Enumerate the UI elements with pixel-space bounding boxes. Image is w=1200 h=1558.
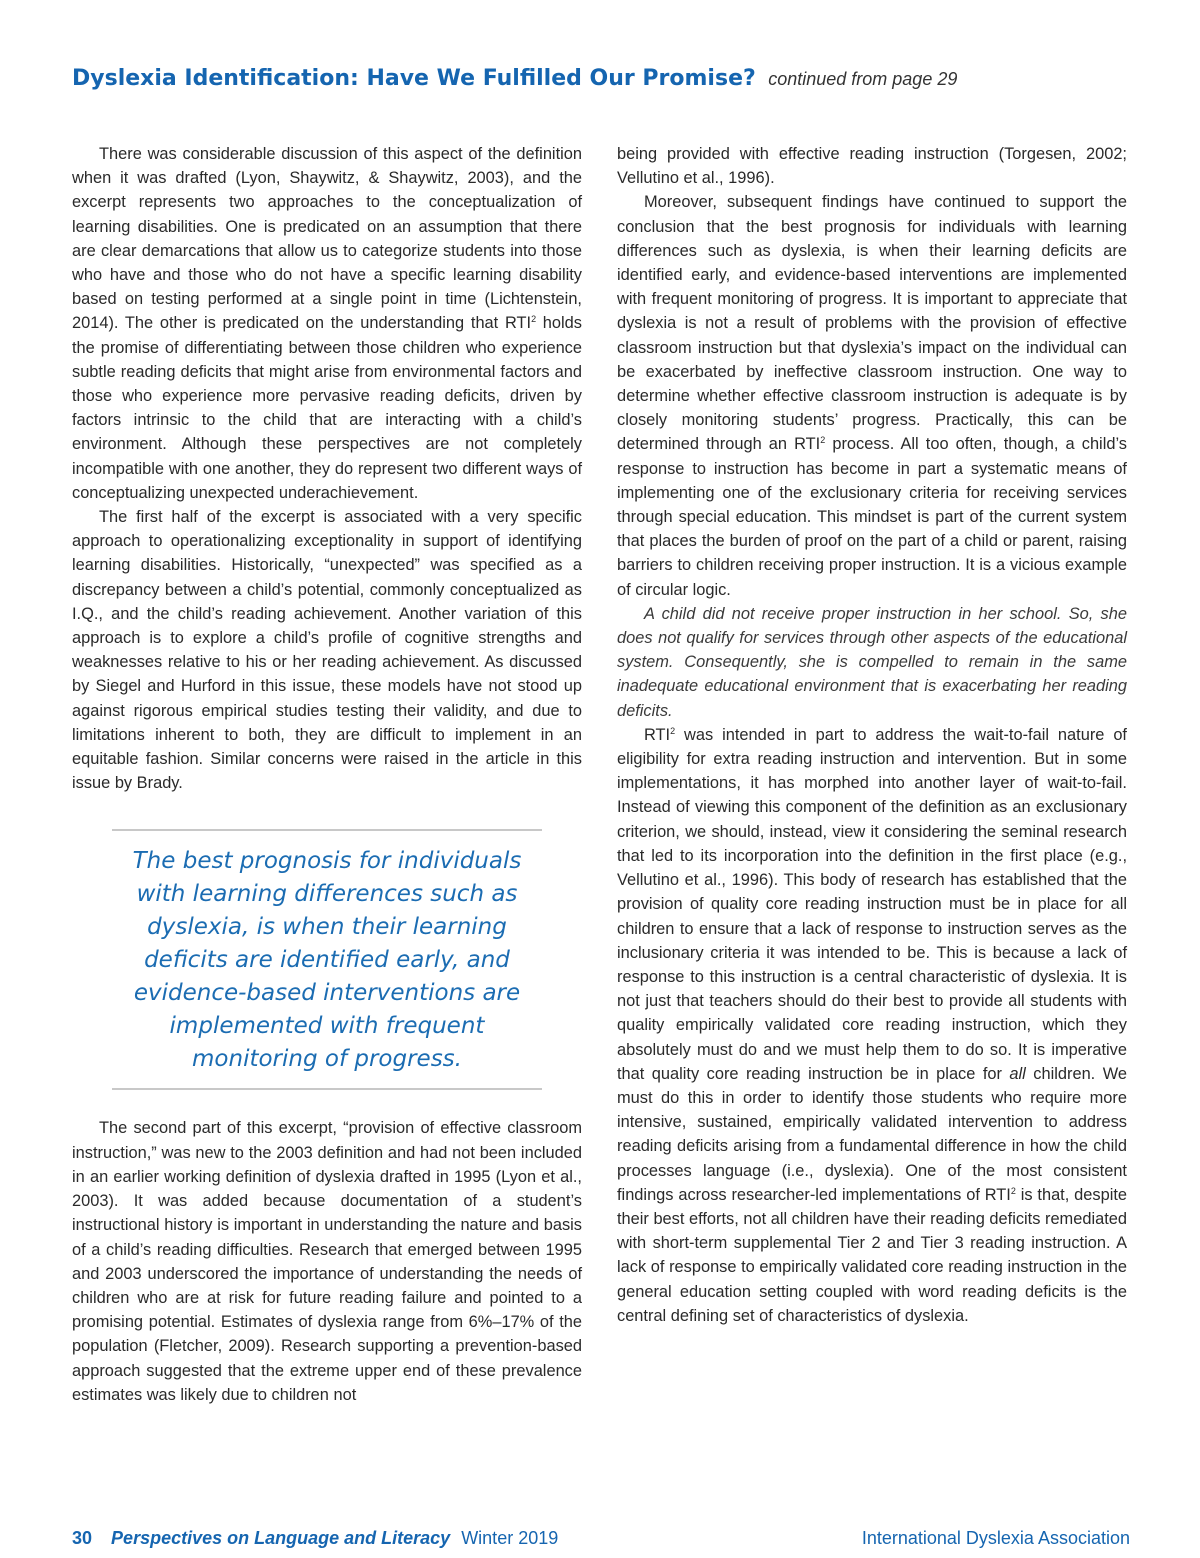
paragraph [72,142,582,505]
paragraph-text: RTI [644,725,671,744]
paragraph: The first half of the excerpt is associated with a very specific approach to operationalizing exceptionality in support of identifying learning disabilities. Historically, “unexpected” was specified as a discrepancy between a child’s potential, commonly conceptualized as I.Q., and the child’s reading achievement. Another variation of this approach is to explore a child’s profile of cognitive strengths and weaknesses relative to his or her reading achievement. As discussed by Siegel and Hurford in this issue, these models have not stood up against rigorous empirical studies testing their validity, and due to limitations inherent to both, they are difficult to implement in an equitable fashion. Similar concerns were raised in the article in this issue by Brady. [72,508,582,793]
paragraph-text: children. We must do this in order to identify those students who require more intensive, sustained, empirically validated intervention to address reading deficits arising from a fundamental difference in how the child processes language (i.e., dyslexia). One of the most consistent findings across researcher-led implementations of RTI [617,1064,1127,1204]
paragraph-text: Moreover, subsequent findings have continued to support the conclusion that the best prognosis for individuals with learning differences such as dyslexia, is when their learning deficits are identified early, and evidence-based interventions are implemented with frequent monitoring of progress. It is important to appreciate that dyslexia is not a result of problems with the provision of effective classroom instruction but that dyslexia’s impact on the individual can be exacerbated by ineffective classroom instruction. One way to determine whether effective classroom instruction is adequate is by closely monitoring students’ progress. Practically, this can be determined through an RTI [617,193,1127,454]
paragraph-text: holds the promise of differentiating between those children who experience subtle reading deficits that might arise from environmental factors and those who experience more pervasive reading deficits, driven by factors intrinsic to the child that are interacting with a child’s environment. Although these perspectives are not completely incompatible with one another, they do represent two different ways of conceptualizing unexpected underachievement. [72,314,582,502]
paragraph-text: is that, despite their best efforts, not all children have their reading deficits remediated with short-term supplemental Tier 2 and Tier 3 reading instruction. A lack of response to empirically validated core reading instruction in the general education setting coupled with word reading deficits is the central defining set of characteristics of dyslexia. [617,1185,1128,1325]
left-column [72,142,582,1407]
organization-name: International Dyslexia Association [861,1528,1130,1548]
superscript: 2 [531,314,537,325]
paragraph-text: There was considerable discussion of this aspect of the definition when it was drafted (Lyon, Shaywitz, & Shaywitz, 2003), and the excerpt represents two approaches to the conceptualization of learning disabilities. One is predicated on an assumption that there are clear demarcations that allow us to categorize students into those who have and those who do not have a specific learning disability based on testing performed at a single point in time (Lichtenstein, 2014). The other is predicated on the understanding that RTI [72,145,582,333]
continued-note: continued from page 29 [768,69,958,89]
superscript: 2 [1010,1185,1016,1196]
page-number: 30 [72,1528,93,1548]
article-title: Dyslexia Identification: Have We Fulfilled Our Promise? [72,66,756,91]
issue-season: Winter 2019 [461,1528,559,1548]
journal-name: Perspectives on Language and Literacy [111,1528,451,1548]
block-quote: A child did not receive proper instruction in her school. So, she does not qualify for services through other aspects of the educational system. Consequently, she is compelled to remain in the same inadequate educational environment that is exacerbating her reading deficits. [617,604,1127,720]
paragraph [617,190,1127,601]
running-header [72,66,1132,91]
superscript: 2 [820,435,826,446]
pull-quote-text: The best prognosis for individuals with learning differences such as dyslexia, is when their learning deficits are identified early, and evidence-based interventions are implemented with frequent monitoring of progress. [132,848,522,1073]
emphasis: all [1009,1064,1026,1083]
paragraph [617,723,1127,1328]
paragraph: being provided with effective reading instruction (Torgesen, 2002; Vellutino et al., 1996). [617,145,1127,188]
pull-quote [112,829,542,1090]
paragraph: The second part of this excerpt, “provision of effective classroom instruction,” was new to the 2003 definition and had not been included in an earlier working definition of dyslexia drafted in 1995 (Lyon et al., 2003). It was added because documentation of a student’s instructional history is important in understanding the nature and basis of a child’s reading difficulties. Research that emerged between 1995 and 2003 underscored the importance of understanding the needs of children who are at risk for future reading failure and pointed to a promising potential. Estimates of dyslexia range from 6%–17% of the population (Fletcher, 2009). Research supporting a prevention-based approach suggested that the extreme upper end of these prevalence estimates was likely due to children not [72,1119,582,1404]
right-column [617,142,1127,1328]
paragraph-text: was intended in part to address the wait-to-fail nature of eligibility for extra reading instruction and intervention. But in some implementations, it has morphed into another layer of wait-to-fail. Instead of viewing this component of the definition as an exclusionary criterion, we should, instead, view it considering the seminal research that led to its incorporation into the definition in the first place (e.g., Vellutino et al., 1996). This body of research has established that the provision of quality core reading instruction must be in place for all children to ensure that a lack of response to instruction serves as the inclusionary criteria it was intended to be. This is because a lack of response to this instruction is a central characteristic of dyslexia. It is not just that teachers should do their best to provide all students with quality empirically validated core reading instruction, which they absolutely must do and we must help them to do so. It is imperative that quality core reading instruction be in place for [617,725,1127,1083]
paragraph-text: process. All too often, though, a child’s response to instruction has become in part a systematic means of implementing one of the exclusionary criteria for receiving services through special education. This mindset is part of the current system that places the burden of proof on the part of a child or parent, raising barriers to children receiving proper instruction. It is a vicious example of circular logic. [617,435,1127,599]
superscript: 2 [670,725,676,736]
page-footer [72,1528,1130,1556]
